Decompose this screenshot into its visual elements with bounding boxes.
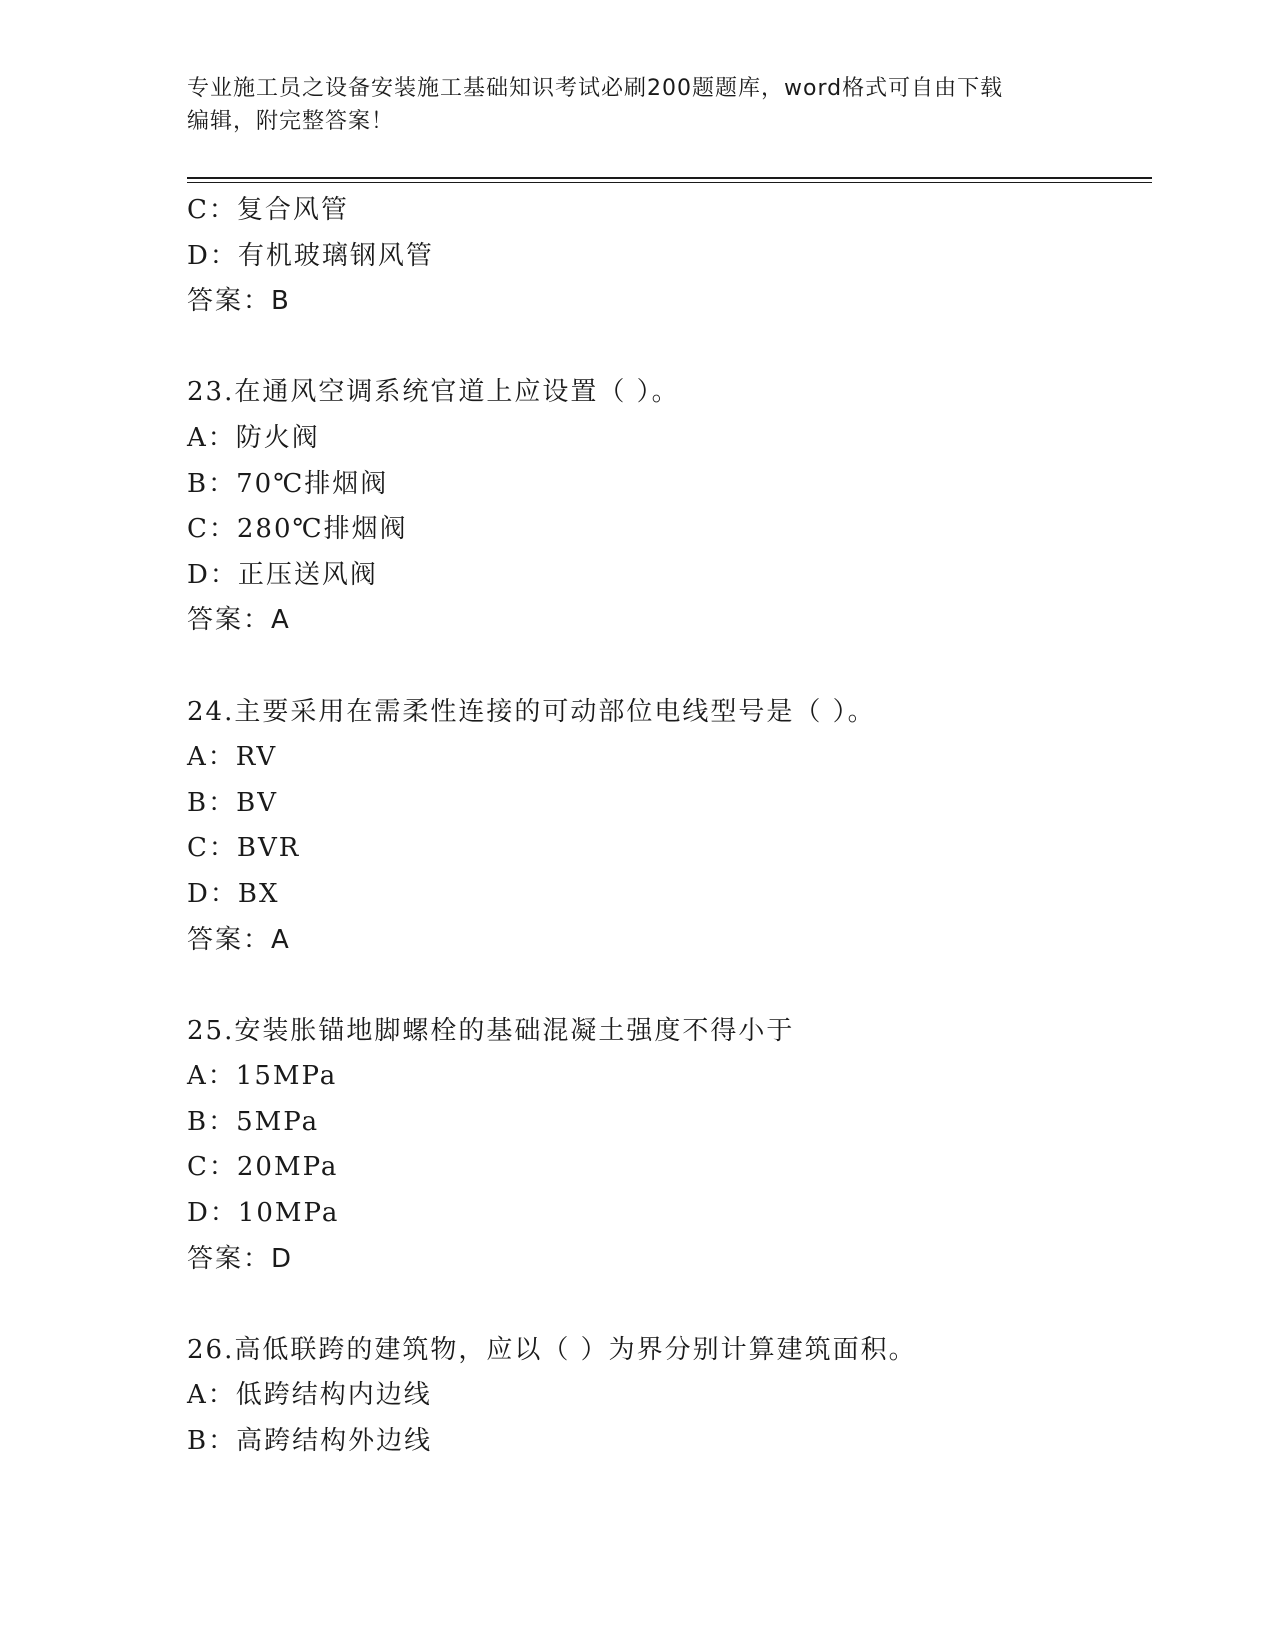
question-list bbox=[187, 188, 1147, 1465]
question-line: A：低跨结构内边线 bbox=[187, 1380, 432, 1411]
question-line: B：高跨结构外边线 bbox=[187, 1426, 433, 1457]
question-line: C：BVR bbox=[187, 833, 301, 864]
question-line: A：15MPa bbox=[187, 1061, 338, 1092]
question-line: A：RV bbox=[187, 742, 278, 773]
header-rule-thin bbox=[187, 182, 1152, 183]
header-line-2: 编辑，附完整答案！ bbox=[187, 109, 395, 134]
answer-line: 答案：A bbox=[187, 924, 291, 955]
spacer bbox=[187, 963, 1147, 1009]
question-line: 25.安装胀锚地脚螺栓的基础混凝土强度不得小于 bbox=[187, 1015, 795, 1046]
document-header bbox=[187, 72, 1087, 138]
question-line: B：5MPa bbox=[187, 1106, 320, 1137]
question-line: D：10MPa bbox=[187, 1198, 340, 1229]
spacer bbox=[187, 1282, 1147, 1328]
answer-line: 答案：D bbox=[187, 1243, 294, 1274]
question-line: B：BV bbox=[187, 787, 278, 818]
question-line: B：70℃排烟阀 bbox=[187, 468, 389, 499]
header-rule-thick bbox=[187, 177, 1152, 179]
spacer bbox=[187, 325, 1147, 371]
spacer bbox=[187, 644, 1147, 690]
question-line: C：280℃排烟阀 bbox=[187, 514, 408, 545]
answer-line: 答案：B bbox=[187, 286, 291, 317]
question-line: D：BX bbox=[187, 878, 280, 909]
question-line: 23.在通风空调系统官道上应设置（ ）。 bbox=[187, 377, 680, 408]
question-line: D：有机玻璃钢风管 bbox=[187, 240, 434, 271]
question-line: D：正压送风阀 bbox=[187, 559, 378, 590]
answer-line: 答案：A bbox=[187, 605, 291, 636]
question-line: A：防火阀 bbox=[187, 422, 320, 453]
question-line: 26.高低联跨的建筑物，应以（ ）为界分别计算建筑面积。 bbox=[187, 1334, 917, 1365]
question-line: 24.主要采用在需柔性连接的可动部位电线型号是（ ）。 bbox=[187, 696, 876, 727]
header-line-1: 专业施工员之设备安装施工基础知识考试必刷200题题库，word格式可自由下载 bbox=[187, 76, 1004, 101]
question-line: C：20MPa bbox=[187, 1152, 339, 1183]
question-line: C：复合风管 bbox=[187, 195, 349, 225]
